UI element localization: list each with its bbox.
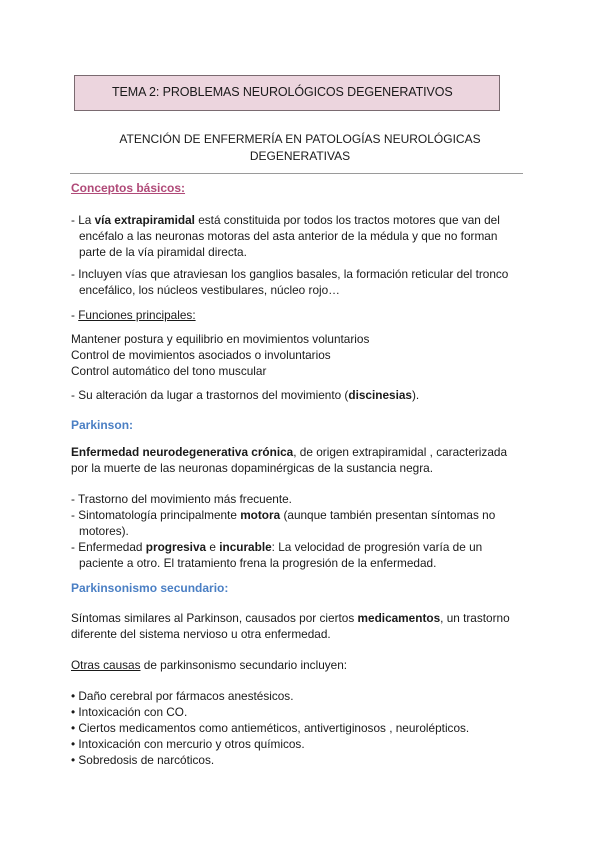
subtitle-line-2: DEGENERATIVAS <box>249 149 351 163</box>
conceptos-p2-line1: - Incluyen vías que atraviesan los ganglios basales, la formación reticular del tronco <box>71 267 509 281</box>
funciones-item-3: Control automático del tono muscular <box>71 364 267 378</box>
document-title: TEMA 2: PROBLEMAS NEUROLÓGICOS DEGENERATIVOS <box>112 85 453 99</box>
heading-conceptos: Conceptos básicos: <box>71 181 186 195</box>
parkinson-bullet-3-line1: - Enfermedad progresiva e incurable: La velocidad de progresión varía de un <box>71 540 483 554</box>
causa-item-5: • Sobredosis de narcóticos. <box>71 753 215 767</box>
causa-item-1: • Daño cerebral por fármacos anestésicos. <box>71 689 294 703</box>
heading-secundario: Parkinsonismo secundario: <box>71 581 229 595</box>
subtitle-line-1: ATENCIÓN DE ENFERMERÍA EN PATOLOGÍAS NEUROLÓGICAS <box>119 132 481 146</box>
causa-item-2: • Intoxicación con CO. <box>71 705 188 719</box>
conceptos-p1-line1: - La vía extrapiramidal está constituida por todos los tractos motores que van del <box>71 213 500 227</box>
parkinson-bullet-2-line1: - Sintomatología principalmente motora (aunque también presentan síntomas no <box>71 508 496 522</box>
parkinson-bullet-1: - Trastorno del movimiento más frecuente. <box>71 492 292 506</box>
conceptos-p3: - Su alteración da lugar a trastornos del movimiento (discinesias). <box>71 388 420 402</box>
conceptos-p1-line2: encéfalo a las neuronas motoras del asta anterior de la médula y que no forman <box>79 229 498 243</box>
parkinson-bullet-3-line2: paciente a otro. El tratamiento frena la progresión de la enfermedad. <box>79 556 437 570</box>
parkinson-def-line1: Enfermedad neurodegenerativa crónica, de origen extrapiramidal , caracterizada <box>71 445 508 459</box>
otras-causas: Otras causas de parkinsonismo secundario incluyen: <box>71 658 348 672</box>
heading-parkinson: Parkinson: <box>71 418 134 432</box>
divider <box>70 173 523 174</box>
funciones-item-1: Mantener postura y equilibrio en movimientos voluntarios <box>71 332 370 346</box>
funciones-label: - Funciones principales: <box>71 308 196 322</box>
title-box <box>74 75 500 111</box>
causa-item-4: • Intoxicación con mercurio y otros químicos. <box>71 737 305 751</box>
funciones-item-2: Control de movimientos asociados o involuntarios <box>71 348 331 362</box>
conceptos-p2-line2: encefálico, los núcleos vestibulares, núcleo rojo… <box>79 283 340 297</box>
causa-item-3: • Ciertos medicamentos como antieméticos, antivertiginosos , neurolépticos. <box>71 721 470 735</box>
parkinson-bullet-2-line2: motores). <box>79 524 129 538</box>
conceptos-p1-line3: parte de la vía piramidal directa. <box>79 245 247 259</box>
secundario-p1-line1: Síntomas similares al Parkinson, causados por ciertos medicamentos, un trastorno <box>71 611 510 625</box>
secundario-p1-line2: diferente del sistema nervioso u otra enfermedad. <box>71 627 331 641</box>
parkinson-def-line2: por la muerte de las neuronas dopaminérgicas de la sustancia negra. <box>71 461 433 475</box>
